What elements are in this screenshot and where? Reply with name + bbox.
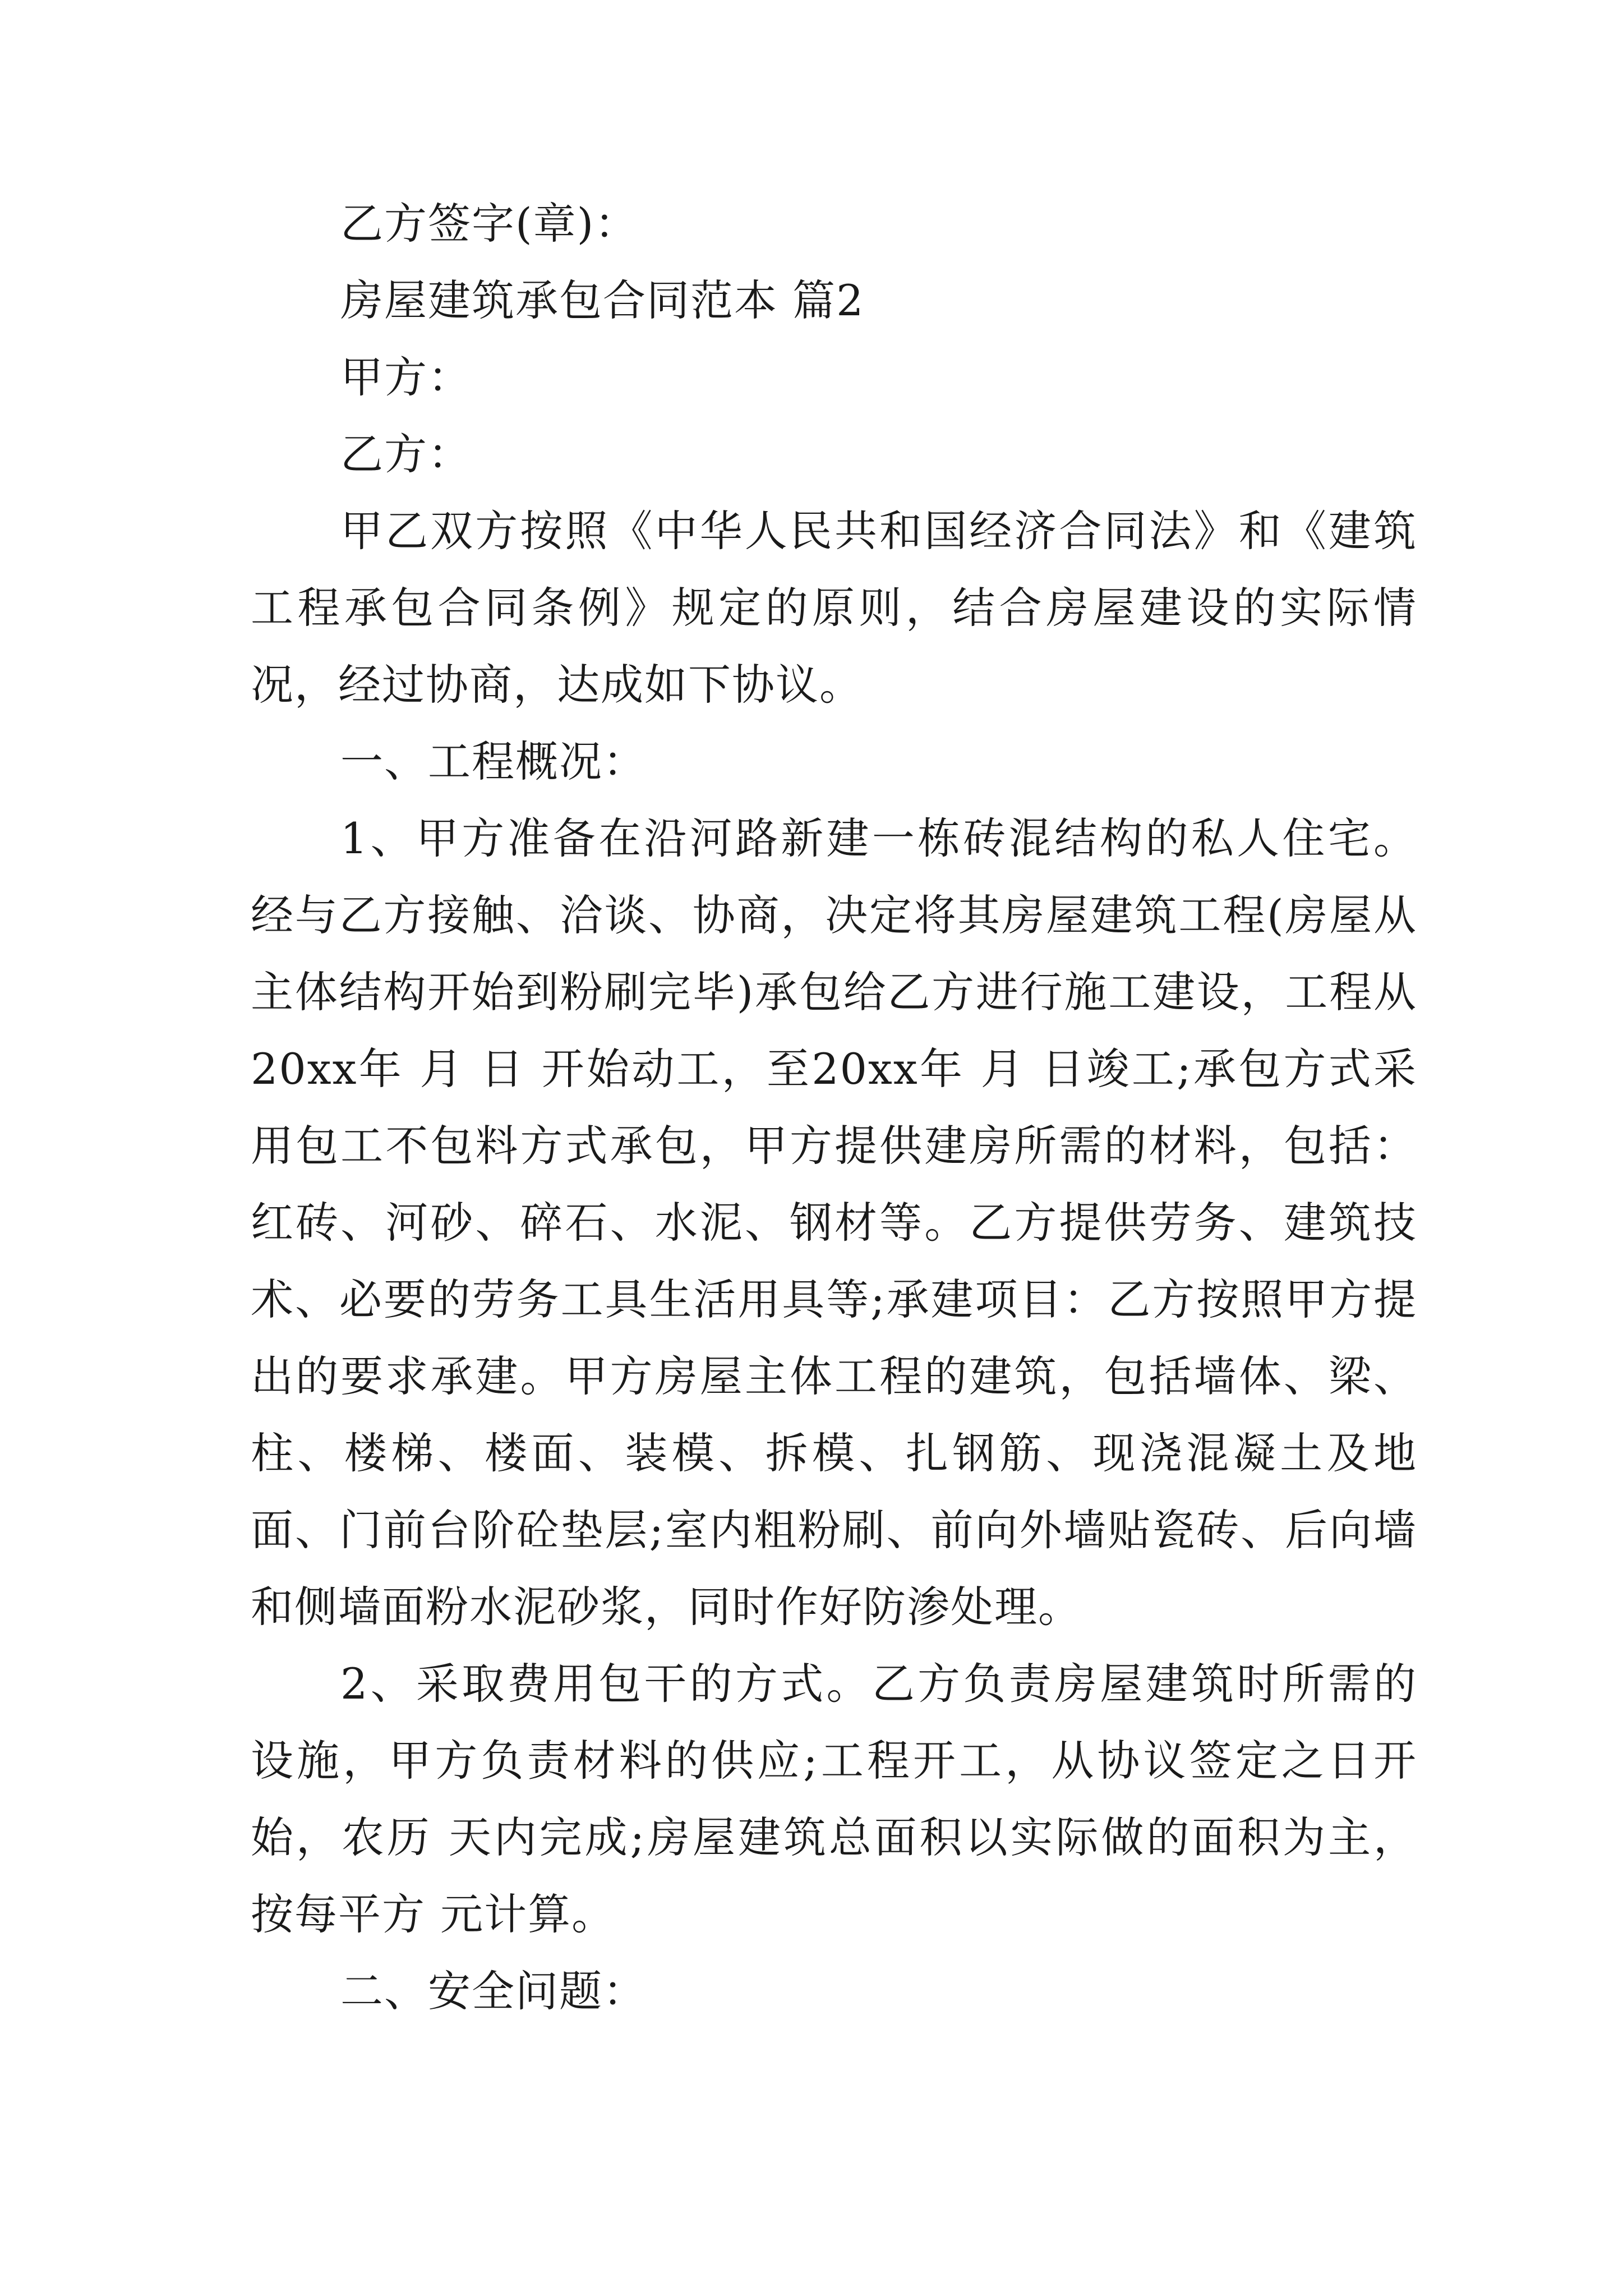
party-a-line: 甲方： [340,352,472,402]
contract-title: 房屋建筑承包合同范本 篇2 [340,275,865,325]
party-b-signature-line: 乙方签字(章)： [340,199,639,249]
clause-2-paragraph: 2、采取费用包干的方式。乙方负责房屋建筑时所需的设施，甲方负责材料的供应;工程开工，从协议签定之日开始，农历 天内完成;房屋建筑总面积以实际做的面积为主，按每平方 元计算。 [251,1659,1417,1939]
preamble-paragraph: 甲乙双方按照《中华人民共和国经济合同法》和《建筑工程承包合同条例》规定的原则，结合房屋建设的实际情况，经过协商，达成如下协议。 [251,506,1417,710]
party-b-line: 乙方： [340,429,472,479]
document-body [251,185,1417,2030]
clause-1-paragraph: 1、甲方准备在沿河路新建一栋砖混结构的私人住宅。经与乙方接触、洽谈、协商，决定将其房屋建筑工程(房屋从主体结构开始到粉刷完毕)承包给乙方进行施工建设，工程从20xx年 月 日 开始动工，至20xx年 月 日竣工;承包方式采用包工不包料方式承包，甲方提供建房所需的材料，包括：红砖、河砂、碎石、水泥、钢材等。乙方提供劳务、建筑技术、必要的劳务工具生活用具等;承建项目：乙方按照甲方提出的要求承建。甲方房屋主体工程的建筑，包括墙体、梁、柱、楼梯、楼面、装模、拆模、扎钢筋、现浇混凝土及地面、门前台阶砼垫层;室内粗粉刷、前向外墙贴瓷砖、后向墙和侧墙面粉水泥砂浆，同时作好防渗处理。 [251,813,1417,1632]
section-heading-project-overview: 一、工程概况： [340,737,647,786]
section-heading-safety: 二、安全问题： [340,1966,647,2016]
